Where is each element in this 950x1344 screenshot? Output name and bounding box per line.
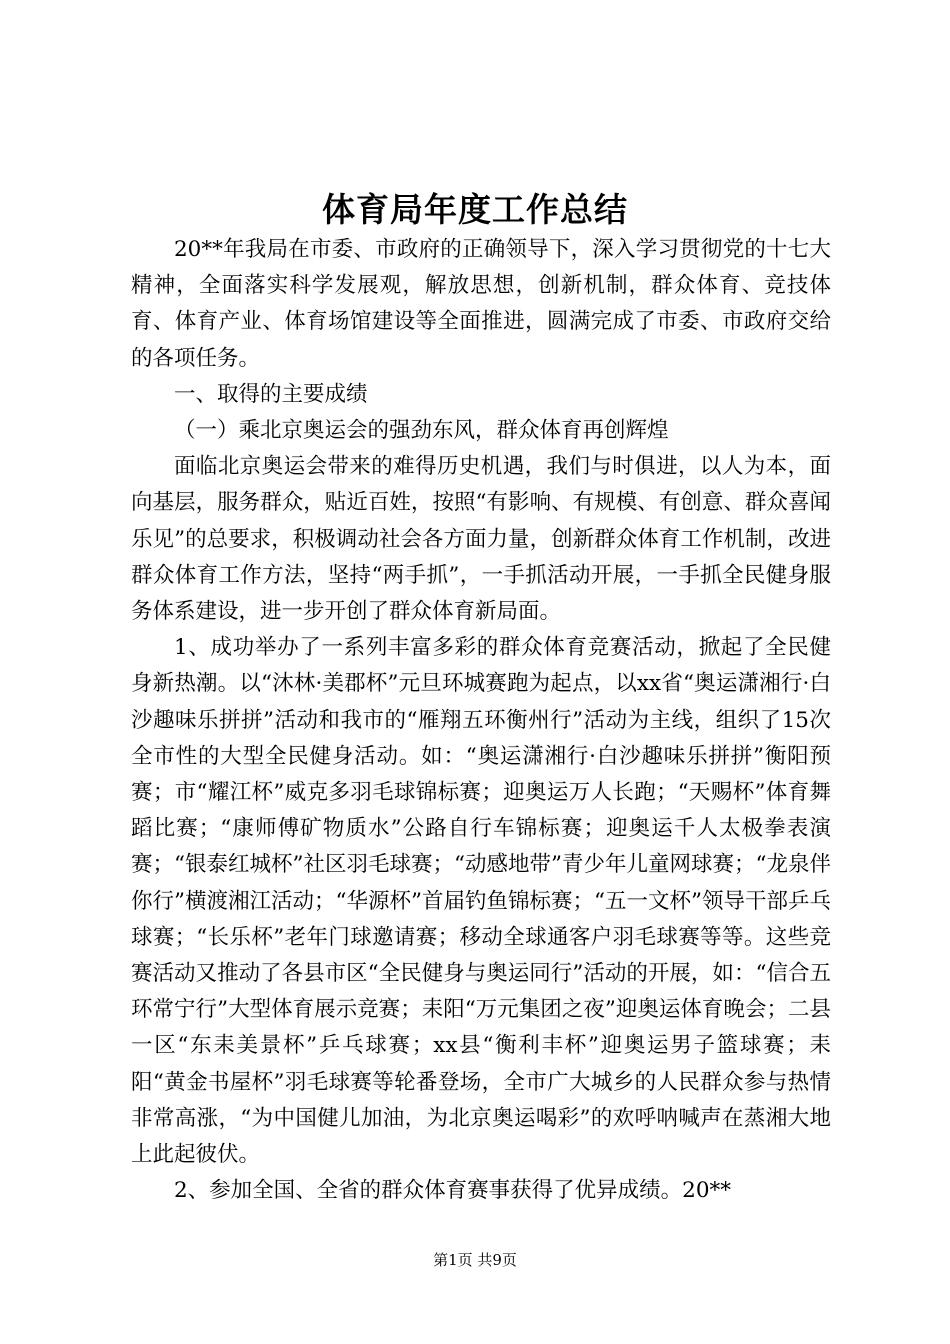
body-paragraph: 面临北京奥运会带来的难得历史机遇，我们与时俱进，以人为本，面向基层，服务群众，贴近百姓，按照“有影响、有规模、有创意、群众喜闻乐见”的总要求，积极调动社会各方面力量，创新群众体育工作机制，改进群众体育工作方法，坚持“两手抓”，一手抓活动开展，一手抓全民健身服务体系建设，进一步开创了群众体育新局面。 xyxy=(131,454,831,625)
document-body xyxy=(131,232,831,1209)
body-paragraph: 2、参加全国、全省的群众体育赛事获得了优异成绩。20** xyxy=(174,1178,732,1204)
section-heading: 一、取得的主要成绩 xyxy=(174,381,368,407)
subsection-heading: （一）乘北京奥运会的强劲东风，群众体育再创辉煌 xyxy=(174,418,669,444)
page-number-footer: 第1页 共9页 xyxy=(433,1251,517,1269)
intro-paragraph: 20**年我局在市委、市政府的正确领导下，深入学习贯彻党的十七大精神，全面落实科学发展观，解放思想，创新机制，群众体育、竞技体育、体育产业、体育场馆建设等全面推进，圆满完成了市委、市政府交给的各项任务。 xyxy=(131,237,831,371)
document-title: 体育局年度工作总结 xyxy=(322,190,628,229)
body-paragraph: 1、成功举办了一系列丰富多彩的群众体育竞赛活动，掀起了全民健身新热潮。以“沐林·美郡杯”元旦环城赛跑为起点，以xx省“奥运潇湘行·白沙趣味乐拼拼”活动和我市的“雁翔五环衡州行”活动为主线，组织了15次全市性的大型全民健身活动。如：“奥运潇湘行·白沙趣味乐拼拼”衡阳预赛；市“耀江杯”威克多羽毛球锦标赛；迎奥运万人长跑；“天赐杯”体育舞蹈比赛；“康师傅矿物质水”公路自行车锦标赛；迎奥运千人太极拳表演赛；“银泰红城杯”社区羽毛球赛；“动感地带”青少年儿童网球赛；“龙泉伴你行”横渡湘江活动；“华源杯”首届钓鱼锦标赛；“五一文杯”领导干部乒乓球赛；“长乐杯”老年门球邀请赛；移动全球通客户羽毛球赛等等。这些竞赛活动又推动了各县市区“全民健身与奥运同行”活动的开展，如：“信合五环常宁行”大型体育展示竞赛；耒阳“万元集团之夜”迎奥运体育晚会；二县一区“东耒美景杯”乒乓球赛；xx县“衡利丰杯”迎奥运男子篮球赛；耒阳“黄金书屋杯”羽毛球赛等轮番登场，全市广大城乡的人民群众参与热情非常高涨，“为中国健儿加油，为北京奥运喝彩”的欢呼呐喊声在蒸湘大地上此起彼伏。 xyxy=(131,635,831,1168)
